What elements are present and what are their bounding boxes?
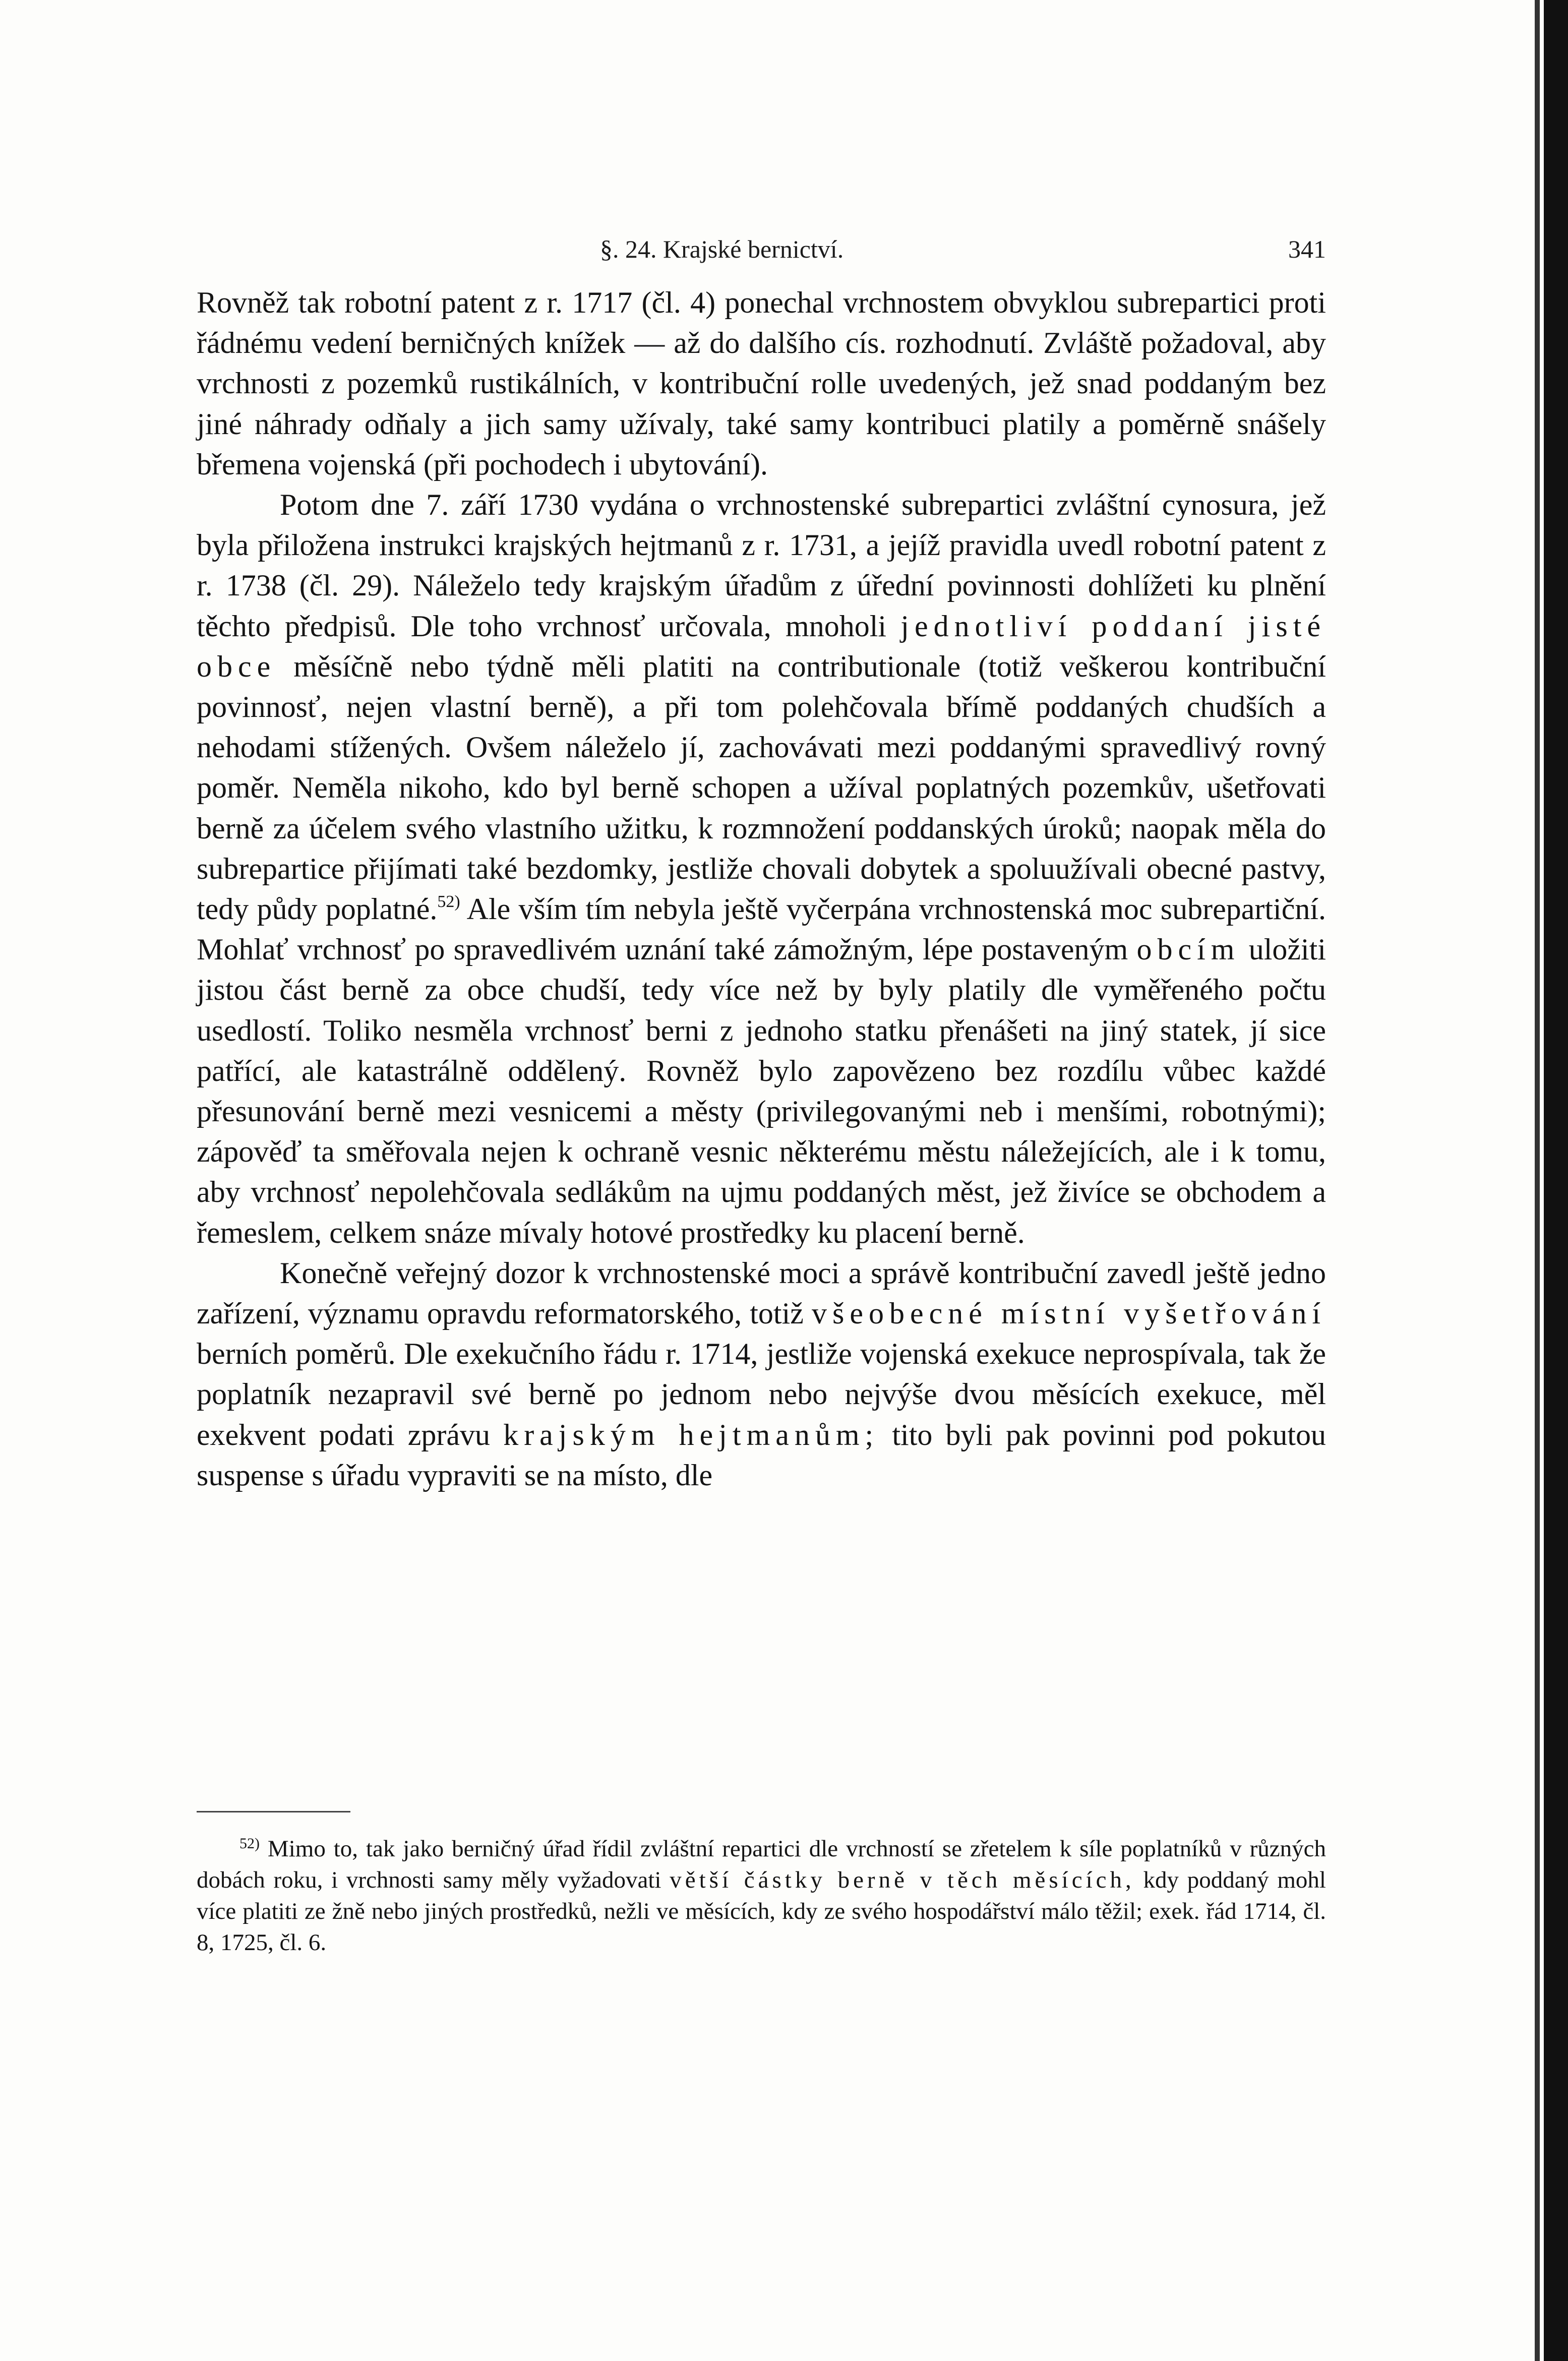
spaced-emphasis-2: obcím (1136, 933, 1240, 966)
running-header (197, 234, 1326, 275)
footnote-text-b: kdy poddaný mohl více platiti ze žně nebo jiných prostředků, nežli ve měsících, kdy ze svého hospodářství málo těžil; exek. řád 1714, čl. 8, 1725, čl. 6. (197, 1867, 1326, 1956)
running-title: §. 24. Krajské bernictví. (600, 235, 844, 263)
footnote-divider (197, 1811, 350, 1812)
footnote-mark: 52) (239, 1835, 260, 1852)
paragraph-1 (197, 282, 1326, 485)
paragraph-1-text: Rovněž tak robotní patent z r. 1717 (čl. 4) ponechal vrchnostem obvyklou subrepartici proti řádnému vedení berničných knížek — až do dalšího cís. rozhodnutí. Zvláště požadoval, aby vrchnosti z pozemků rustikálních, v kontribuční rolle uvedených, jež snad poddaným bez jiné náhrady odňaly a jich samy užívaly, také samy kontribuci platily a poměrně snášely břemena vojenská (při pochodech i ubytování). (197, 286, 1326, 481)
paragraph-2-text-b: měsíčně nebo týdně měli platiti na contributionale (totiž veškerou kontribuční povinnosť, nejen vlastní berně), a při tom polehčovala břímě poddaných chudších a nehodami stížených. Ovšem náleželo jí, zachovávati mezi poddanými spravedlivý rovný poměr. Neměla nikoho, kdo byl berně schopen a užíval poplatných pozemkův, ušetřovati berně za účelem svého vlastního užitku, k rozmnožení poddanských úroků; naopak měla do subrepartice přijímati také bezdomky, jestliže chovali dobytek a spoluužívali obecné pastvy, tedy půdy poplatné. (197, 649, 1326, 926)
footnote-reference: 52) (437, 892, 460, 912)
page-number: 341 (1288, 235, 1326, 263)
footnote-52 (197, 1833, 1326, 1958)
spaced-emphasis-1: jednotliví poddaní jisté obce (197, 609, 1326, 683)
paragraph-2-text-a: Potom dne 7. září 1730 vydána o vrchnostenské subrepartici zvláštní cynosura, jež byla přiložena instrukci krajských hejtmanů z r. 1731, a jejíž pravidla uvedl robotní patent z r. 1738 (čl. 29). Náleželo tedy krajským úřadům z úřední povinnosti dohlížeti ku plnění těchto předpisů. Dle toho vrchnosť určovala, mnoholi (197, 488, 1326, 643)
paragraph-3 (197, 1253, 1326, 1495)
paragraph-2-text-d: uložiti jistou část berně za obce chudší, tedy více než by byly platily dle vyměřeného počtu usedlostí. Toliko nesměla vrchnosť berni z jednoho statku přenášeti na jiný statek, jí sice patřící, ale katastrálně oddělený. Rovněž bylo zapovězeno bez rozdílu vůbec každé přesunování berně mezi vesnicemi a městy (privilegovanými neb i menšími, robotnými); zápověď ta směřovala nejen k ochraně vesnic některému městu náležejících, ale i k tomu, aby vrchnosť nepolehčovala sedlákům na ujmu poddaných měst, jež živíce se obchodem a řemeslem, celkem snáze mívaly hotové prostředky ku placení berně. (197, 933, 1326, 1249)
footnote-spaced-emphasis: větší částky berně v těch měsících, (670, 1867, 1135, 1893)
spaced-emphasis-3: všeobecné místní vyšetřování (811, 1297, 1326, 1330)
footnote (197, 1833, 1326, 1958)
paragraph-3-text-c: tito byli pak povinni pod pokutou suspense s úřadu vypraviti se na místo, dle (197, 1418, 1326, 1492)
paragraph-2-text-c: Ale vším tím nebyla ještě vyčerpána vrchnostenská moc subrepartiční. Mohlať vrchnosť po spravedlivém uznání také zámožným, lépe postaveným (197, 892, 1326, 966)
body-text (197, 282, 1326, 1495)
scan-edge (1544, 0, 1568, 2361)
paragraph-3-text-b: berních poměrů. Dle exekučního řádu r. 1714, jestliže vojenská exekuce neprospívala, tak že poplatník nezapravil své berně po jednom nebo nejvýše dvou měsících exekuce, měl exekvent podati zprávu (197, 1337, 1326, 1451)
paragraph-3-text-a: Konečně veřejný dozor k vrchnostenské moci a správě kontribuční zavedl ještě jedno zařízení, významu opravdu reformatorského, totiž (197, 1256, 1326, 1330)
paragraph-2 (197, 485, 1326, 1253)
footnote-text-a: Mimo to, tak jako berničný úřad řídil zvláštní repartici dle vrchností se zřetelem k síle poplatníků v různých dobách roku, i vrchnosti samy měly vyžadovati (197, 1836, 1326, 1893)
spaced-emphasis-4: krajským hejtmanům; (503, 1418, 879, 1451)
scan-edge-shadow (1535, 0, 1540, 2361)
